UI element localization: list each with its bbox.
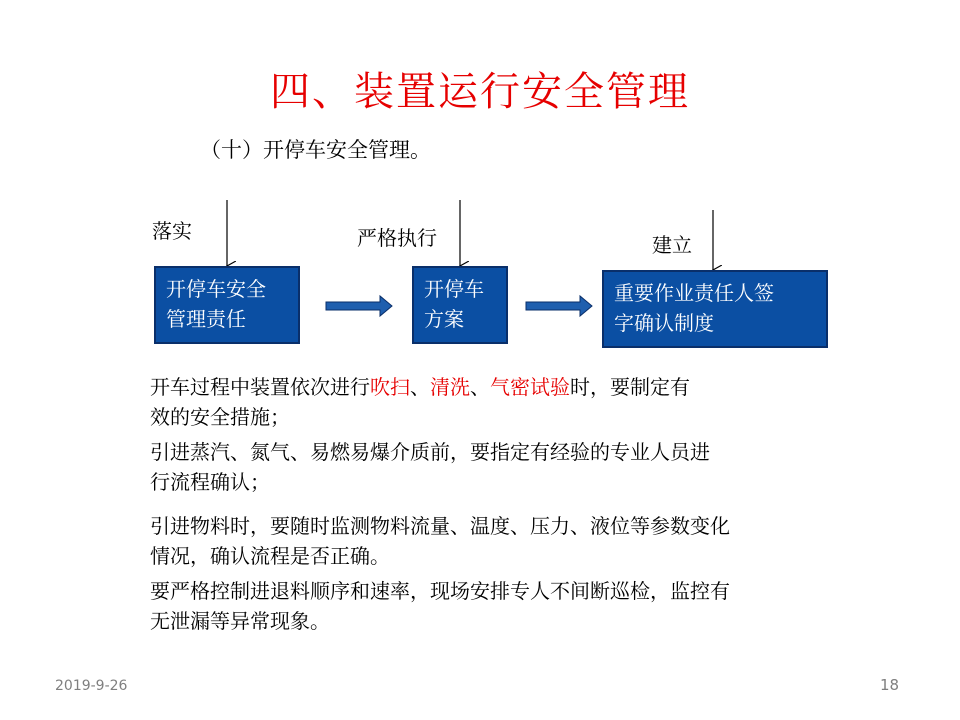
paragraph-4-line2: 无泄漏等异常现象。 [150,609,330,633]
flow-arrow-2 [526,296,592,316]
slide-title: 四、装置运行安全管理 [270,69,690,115]
box-signature-line1: 重要作业责任人签 [614,281,774,305]
paragraph-2-line1: 引进蒸汽、氮气、易燃易爆介质前，要指定有经验的专业人员进 [150,440,710,464]
paragraph-1-line2: 效的安全措施； [150,405,290,429]
paragraph-3-line1: 引进物料时，要随时监测物料流量、温度、压力、液位等参数变化 [150,514,730,538]
box-responsibility-line2: 管理责任 [166,307,246,331]
paragraph-3-line2: 情况，确认流程是否正确。 [150,544,390,568]
footer-date: 2019-9-26 [55,678,128,694]
box-responsibility-line1: 开停车安全 [166,277,266,301]
flow-arrow-1 [326,296,392,316]
box-plan [412,266,508,344]
label-establish: 建立 [652,233,692,257]
box-plan-line2: 方案 [424,307,464,331]
paragraph-1 [150,372,850,432]
page-number: 18 [880,676,900,694]
label-strictly-execute: 严格执行 [357,226,437,250]
highlight-airtight-test: 气密试验 [490,375,570,399]
highlight-purge: 吹扫 [370,375,410,399]
paragraph-2 [150,437,850,497]
box-plan-line1: 开停车 [424,277,484,301]
paragraph-4-line1: 要严格控制进退料顺序和速率，现场安排专人不间断巡检，监控有 [150,579,730,603]
paragraph-2-line2: 行流程确认； [150,470,270,494]
label-implement: 落实 [152,219,192,243]
box-signature-line2: 字确认制度 [614,311,714,335]
paragraph-4 [150,576,850,636]
paragraph-1-line1: 开车过程中装置依次进行吹扫、清洗、气密试验时，要制定有 [150,375,690,399]
highlight-clean: 清洗 [430,375,470,399]
box-responsibility [154,266,300,344]
box-signature-system [602,270,828,348]
slide-subtitle: （十）开停车安全管理。 [200,138,431,162]
paragraph-3 [150,511,850,571]
